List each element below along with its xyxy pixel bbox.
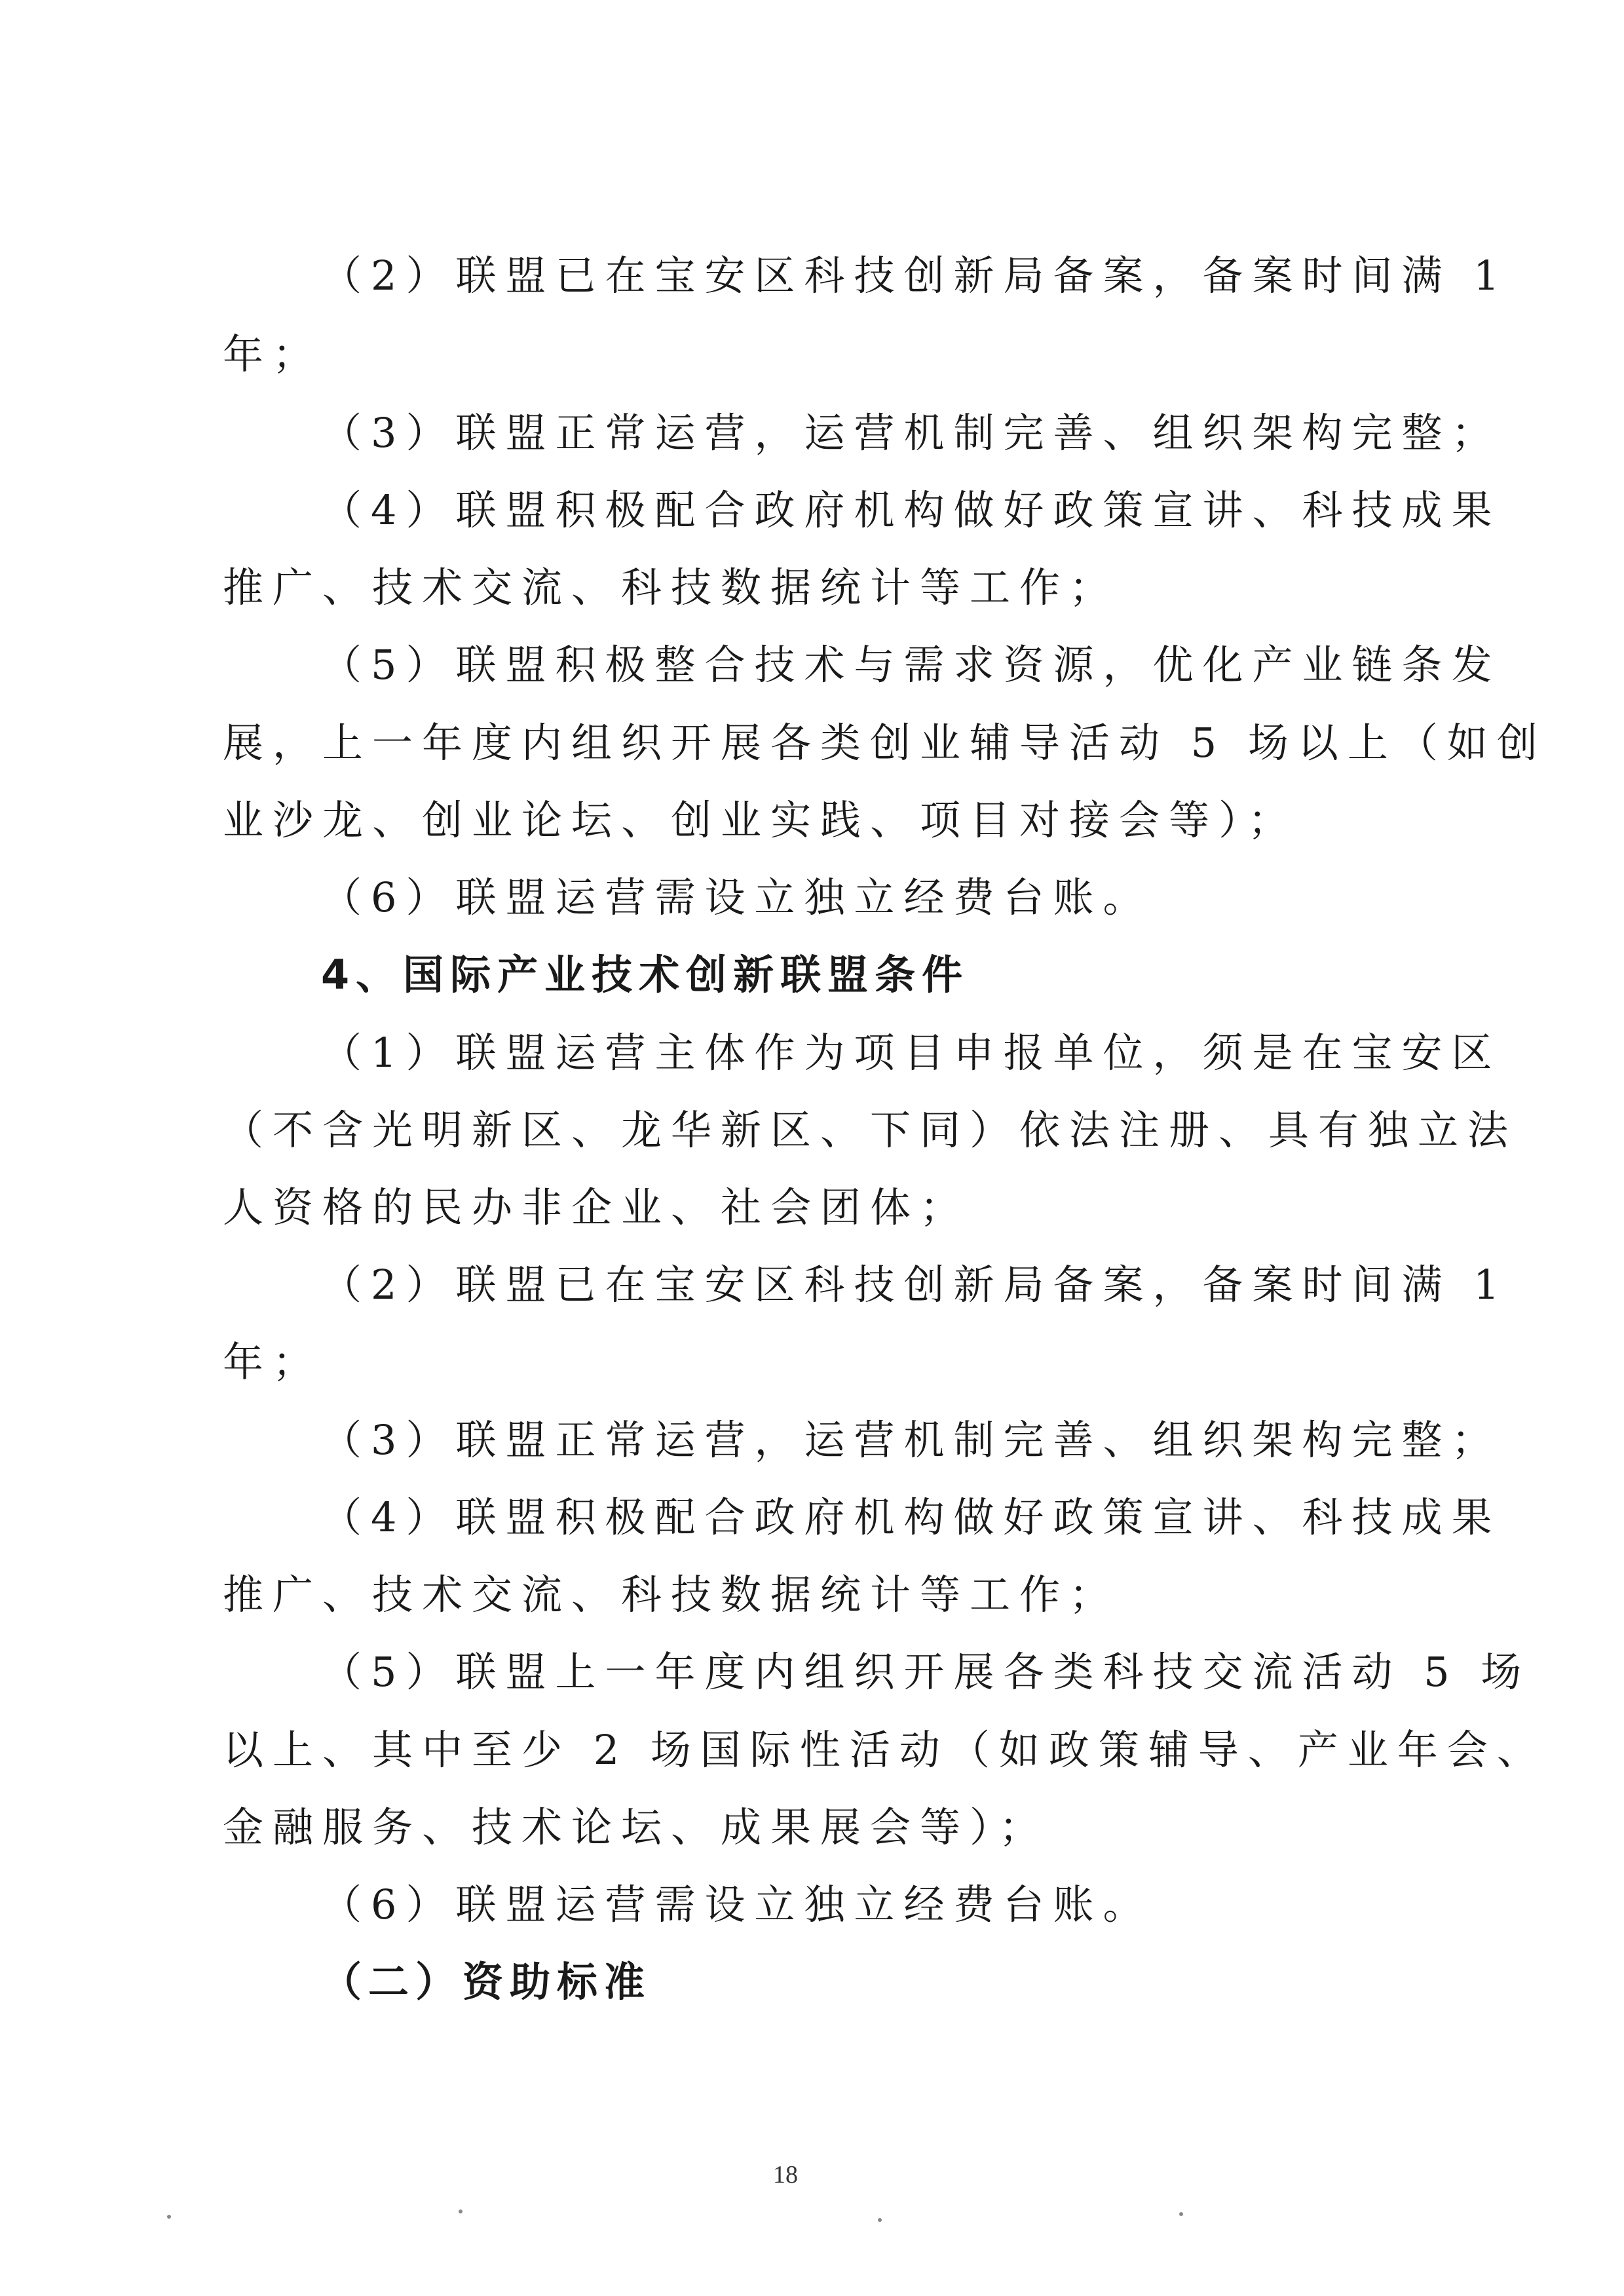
paragraph-line: （不含光明新区、龙华新区、下同）依法注册、具有独立法 (223, 1106, 1518, 1154)
paragraph-line: 业沙龙、创业论坛、创业实践、项目对接会等）； (223, 796, 1298, 844)
paragraph-line: 以上、其中至少 2 场国际性活动（如政策辅导、产业年会、 (223, 1726, 1547, 1774)
paragraph-line: （5）联盟积极整合技术与需求资源，优化产业链条发 (321, 641, 1501, 689)
paragraph-line: （2）联盟已在宝安区科技创新局备案，备案时间满 1 (321, 252, 1509, 299)
scan-speck (1179, 2212, 1183, 2216)
section-heading: 4、国际产业技术创新联盟条件 (321, 951, 970, 999)
paragraph-line: （5）联盟上一年度内组织开展各类科技交流活动 5 场 (321, 1648, 1531, 1696)
page-number: 18 (773, 2161, 798, 2189)
paragraph-line: 推广、技术交流、科技数据统计等工作； (223, 564, 1120, 611)
paragraph-line: （2）联盟已在宝安区科技创新局备案，备案时间满 1 (321, 1261, 1509, 1309)
paragraph-line: （3）联盟正常运营，运营机制完善、组织架构完整； (321, 409, 1501, 457)
paragraph-line: （4）联盟积极配合政府机构做好政策宣讲、科技成果 (321, 1493, 1501, 1541)
scan-speck (878, 2218, 882, 2222)
scan-speck (459, 2210, 463, 2213)
paragraph-line: 金融服务、技术论坛、成果展会等）； (223, 1803, 1049, 1851)
paragraph-line: （1）联盟运营主体作为项目申报单位，须是在宝安区 (321, 1029, 1501, 1077)
subsection-heading: （二）资助标准 (321, 1958, 652, 2006)
paragraph-line: （3）联盟正常运营，运营机制完善、组织架构完整； (321, 1416, 1501, 1464)
paragraph-line: （4）联盟积极配合政府机构做好政策宣讲、科技成果 (321, 486, 1501, 534)
paragraph-line: 年； (223, 1338, 323, 1386)
scan-speck (167, 2215, 171, 2219)
paragraph-line: （6）联盟运营需设立独立经费台账。 (321, 1881, 1153, 1928)
paragraph-line: 人资格的民办非企业、社会团体； (223, 1183, 970, 1231)
paragraph-line: 展，上一年度内组织开展各类创业辅导活动 5 场以上（如创 (223, 719, 1547, 767)
paragraph-line: （6）联盟运营需设立独立经费台账。 (321, 873, 1153, 921)
paragraph-line: 推广、技术交流、科技数据统计等工作； (223, 1571, 1120, 1618)
paragraph-line: 年； (223, 330, 323, 378)
